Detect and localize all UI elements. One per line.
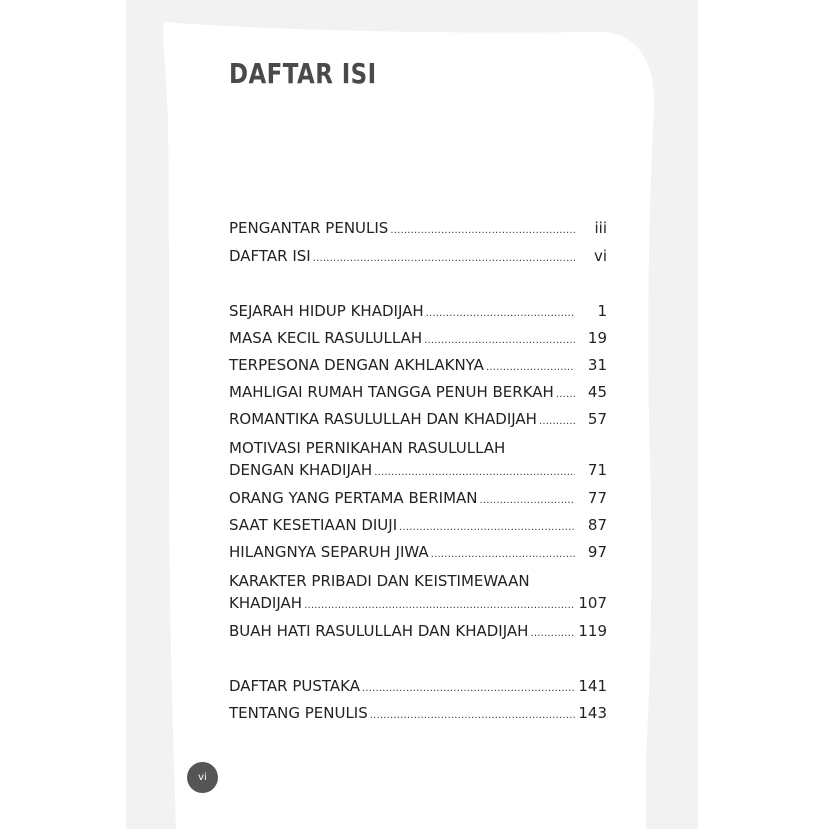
toc-entry-title: TERPESONA DENGAN AKHLAKNYA (229, 356, 484, 374)
toc-page-number: 31 (587, 356, 607, 374)
dot-leader (539, 412, 575, 432)
toc-entry-sejarah-hidup-khadijah[interactable] (229, 301, 607, 321)
toc-entry-orang-pertama-beriman[interactable] (229, 488, 607, 508)
toc-entry-terpesona[interactable] (229, 355, 607, 375)
toc-entry-daftar-pustaka[interactable] (229, 676, 607, 696)
toc-entry-pengantar-penulis[interactable] (229, 218, 607, 238)
toc-entry-title-line1: KARAKTER PRIBADI DAN KEISTIMEWAAN (229, 572, 530, 590)
dot-leader (424, 331, 575, 351)
toc-page-number: 71 (587, 461, 607, 479)
toc-entry-title: PENGANTAR PENULIS (229, 219, 389, 237)
dot-leader (480, 491, 576, 511)
toc-page-number: 143 (578, 704, 607, 722)
toc-page-number: 1 (597, 302, 607, 320)
toc-page-number: vi (593, 247, 607, 265)
dot-leader (304, 596, 575, 616)
dot-leader (431, 545, 575, 565)
dot-leader (556, 385, 575, 405)
toc-entry-tentang-penulis[interactable] (229, 703, 607, 723)
toc-entry-saat-kesetiaan-diuji[interactable] (229, 515, 607, 535)
dot-leader (313, 249, 575, 269)
toc-entry-title: MASA KECIL RASULULLAH (229, 329, 423, 347)
dot-leader (390, 221, 575, 241)
toc-entry-title: BUAH HATI RASULULLAH DAN KHADIJAH (229, 622, 529, 640)
toc-entry-mahligai[interactable] (229, 382, 607, 402)
page-title: DAFTAR ISI (229, 57, 377, 90)
toc-entry-title: MAHLIGAI RUMAH TANGGA PENUH BERKAH (229, 383, 554, 401)
dot-leader (370, 706, 575, 726)
toc-entry-title: ORANG YANG PERTAMA BERIMAN (229, 489, 478, 507)
dot-leader (530, 624, 575, 644)
toc-page-number: 45 (587, 383, 607, 401)
toc-page-number: 141 (578, 677, 607, 695)
page-number-badge: vi (187, 762, 218, 793)
toc-page-number: 19 (587, 329, 607, 347)
toc-entry-title-line1: MOTIVASI PERNIKAHAN RASULULLAH (229, 439, 506, 457)
toc-entry-daftar-isi[interactable] (229, 246, 607, 266)
toc-entry-title: DENGAN KHADIJAH (229, 461, 373, 479)
toc-entry-title: SAAT KESETIAAN DIUJI (229, 516, 398, 534)
toc-page-number: 87 (587, 516, 607, 534)
dot-leader (362, 679, 575, 699)
toc-page-number: 77 (587, 489, 607, 507)
toc-entry-title: SEJARAH HIDUP KHADIJAH (229, 302, 424, 320)
toc-page-number: 97 (587, 543, 607, 561)
toc-page-number: 57 (587, 410, 607, 428)
toc-entry-motivasi-pernikahan[interactable] (229, 437, 607, 480)
toc-entry-buah-hati[interactable] (229, 621, 607, 641)
toc-entry-title: HILANGNYA SEPARUH JIWA (229, 543, 429, 561)
toc-entry-title: DAFTAR PUSTAKA (229, 677, 361, 695)
dot-leader (486, 358, 575, 378)
toc-page-number: iii (594, 219, 607, 237)
toc-entry-romantika[interactable] (229, 409, 607, 429)
dot-leader (399, 518, 575, 538)
toc-page-number: 119 (578, 622, 607, 640)
toc-entry-karakter-pribadi[interactable] (229, 570, 607, 613)
toc-entry-title: KHADIJAH (229, 594, 303, 612)
toc-page-number: 107 (578, 594, 607, 612)
toc-entry-title: TENTANG PENULIS (229, 704, 368, 722)
dot-leader (374, 463, 575, 483)
toc-entry-title: ROMANTIKA RASULULLAH DAN KHADIJAH (229, 410, 537, 428)
dot-leader (426, 304, 575, 324)
toc-entry-masa-kecil-rasulullah[interactable] (229, 328, 607, 348)
toc-entry-hilangnya-separuh-jiwa[interactable] (229, 542, 607, 562)
toc-entry-title: DAFTAR ISI (229, 247, 311, 265)
